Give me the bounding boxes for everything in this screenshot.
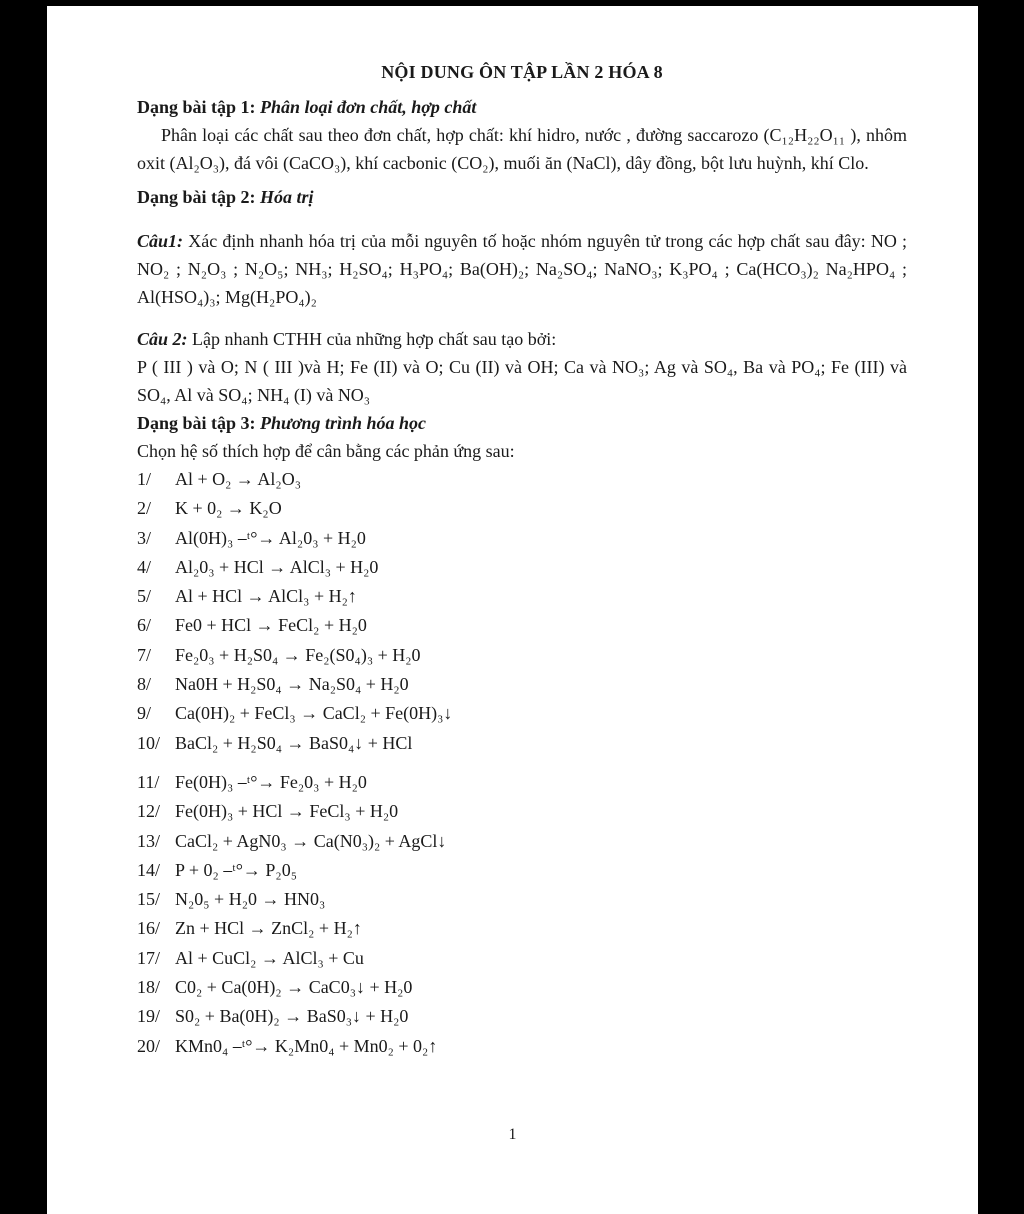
document-page: [47, 6, 978, 1214]
equation-text: CaCl₂ + AgN0₃ → Ca(N0₃)₂ + AgCl↓: [175, 830, 447, 851]
equation-number: 5/: [137, 586, 152, 607]
section-1-heading: [137, 93, 907, 121]
equation-text: C0₂ + Ca(0H)₂ → CaC0₃↓ + H₂0: [175, 977, 413, 998]
section-3-label: Dạng bài tập 3:: [137, 413, 261, 433]
section-2-label: Dạng bài tập 2:: [137, 187, 261, 207]
equation-number: 17/: [137, 947, 161, 968]
equation-row: [137, 1032, 907, 1061]
question-1-text: Xác định nhanh hóa trị của mỗi nguyên tố hoặc nhóm nguyên tử trong các hợp chất sau đây: NO ; NO₂ ; N₂O₃ ; N₂O₅; NH₃; H₂SO₄; H₃PO₄; Ba(OH)₂; Na₂SO₄; NaNO₃; K₃PO₄ ; Ca(HCO₃)₂ Na₂HPO₄ ; Al(HSO₄)₃; Mg(H₂PO₄)₂: [137, 231, 907, 307]
equation-row: [137, 797, 907, 826]
question-1-label: Câu1:: [137, 231, 184, 251]
equation-row: [137, 582, 907, 611]
equation-number: 12/: [137, 801, 161, 822]
equation-list: [137, 465, 907, 1061]
equation-row: [137, 856, 907, 885]
equation-number: 11/: [137, 771, 160, 792]
question-2-text: Lập nhanh CTHH của những hợp chất sau tạo bởi:: [187, 329, 557, 349]
equation-text: Na0H + H₂S0₄ → Na₂S0₄ + H₂0: [175, 674, 409, 695]
equation-number: 18/: [137, 977, 161, 998]
equation-number: 15/: [137, 889, 161, 910]
equation-row: [137, 465, 907, 494]
equation-text: Fe(0H)₃ ⎯ᵗ°→ Fe₂0₃ + H₂0: [175, 771, 367, 792]
equation-number: 14/: [137, 859, 161, 880]
equation-text: S0₂ + Ba(0H)₂ → BaS0₃↓ + H₂0: [175, 1006, 409, 1027]
equation-row: [137, 670, 907, 699]
section-1-text: Phân loại các chất sau theo đơn chất, hợp chất: khí hidro, nước , đường saccarozo (C₁₂H₂₂O₁₁ ), nhôm oxit (Al₂O₃), đá vôi (CaCO₃), khí cacbonic (CO₂), muối ăn (NaCl), dây đồng, bột lưu huỳnh, khí Clo.: [137, 125, 907, 173]
equation-number: 16/: [137, 918, 161, 939]
equation-text: Zn + HCl → ZnCl₂ + H₂↑: [175, 918, 362, 939]
equation-number: 10/: [137, 732, 161, 753]
equation-row: [137, 885, 907, 914]
equation-row: [137, 699, 907, 728]
equation-text: BaCl₂ + H₂S0₄ → BaS0₄↓ + HCl: [175, 732, 413, 753]
question-1: [137, 227, 907, 311]
question-2-items: P ( III ) và O; N ( III )và H; Fe (II) và O; Cu (II) và OH; Ca và NO₃; Ag và SO₄, Ba và PO₄; Fe (III) và SO₄, Al và SO₄; NH₄ (I) và NO₃: [137, 357, 907, 405]
page-title: NỘI DUNG ÔN TẬP LẦN 2 HÓA 8: [381, 62, 663, 82]
equation-text: Al + HCl → AlCl₃ + H₂↑: [175, 586, 357, 607]
equation-number: 7/: [137, 644, 152, 665]
equation-row: [137, 1002, 907, 1031]
equation-text: Fe₂0₃ + H₂S0₄ → Fe₂(S0₄)₃ + H₂0: [175, 644, 421, 665]
section-2-heading: [137, 183, 907, 211]
equation-number: 13/: [137, 830, 161, 851]
equation-row: [137, 768, 907, 797]
equation-text: P + 0₂ ⎯ᵗ°→ P₂0₅: [175, 859, 297, 880]
equation-row: [137, 524, 907, 553]
equation-text: Fe0 + HCl → FeCl₂ + H₂0: [175, 615, 367, 636]
equation-row: [137, 729, 907, 758]
equation-number: 2/: [137, 498, 152, 519]
equation-text: Al₂0₃ + HCl → AlCl₃ + H₂0: [175, 556, 379, 577]
equation-number: 20/: [137, 1035, 161, 1056]
section-3-topic: Phương trình hóa học: [260, 413, 427, 433]
equation-row: [137, 973, 907, 1002]
section-1-label: Dạng bài tập 1:: [137, 97, 261, 117]
equation-row: [137, 944, 907, 973]
equation-row: [137, 914, 907, 943]
equation-text: Al + CuCl₂ → AlCl₃ + Cu: [175, 947, 364, 968]
equation-number: 19/: [137, 1006, 161, 1027]
equation-text: Al + O₂ → Al₂O₃: [175, 469, 301, 489]
equation-number: 8/: [137, 674, 152, 695]
equation-number: 1/: [137, 469, 152, 489]
equation-row: [137, 553, 907, 582]
equation-text: Al(0H)₃ ⎯ᵗ°→ Al₂0₃ + H₂0: [175, 527, 366, 548]
equation-row: [137, 827, 907, 856]
equation-row: [137, 611, 907, 640]
section-1-topic: Phân loại đơn chất, hợp chất: [260, 97, 477, 117]
equation-number: 9/: [137, 703, 152, 724]
equation-text: Fe(0H)₃ + HCl → FeCl₃ + H₂0: [175, 801, 399, 822]
question-2-label: Câu 2:: [137, 329, 188, 349]
equation-row: [137, 494, 907, 523]
document-content: [137, 62, 907, 1061]
equation-text: K + 0₂ → K₂O: [175, 498, 282, 519]
equation-text: KMn0₄ ⎯ᵗ°→ K₂Mn0₄ + Mn0₂ + 0₂↑: [175, 1035, 438, 1056]
section-2-topic: Hóa trị: [260, 187, 314, 207]
equation-number: 4/: [137, 556, 152, 577]
question-2: [137, 325, 907, 353]
section-3-heading: [137, 409, 907, 437]
equation-row: [137, 641, 907, 670]
equation-text: N₂0₅ + H₂0 → HN0₃: [175, 889, 326, 910]
page-number: 1: [508, 1126, 517, 1143]
equation-number: 6/: [137, 615, 152, 636]
section-3-instruction: Chọn hệ số thích hợp để cân bằng các phản ứng sau:: [137, 441, 515, 461]
equation-number: 3/: [137, 527, 152, 548]
equation-text: Ca(0H)₂ + FeCl₃ → CaCl₂ + Fe(0H)₃↓: [175, 703, 453, 724]
